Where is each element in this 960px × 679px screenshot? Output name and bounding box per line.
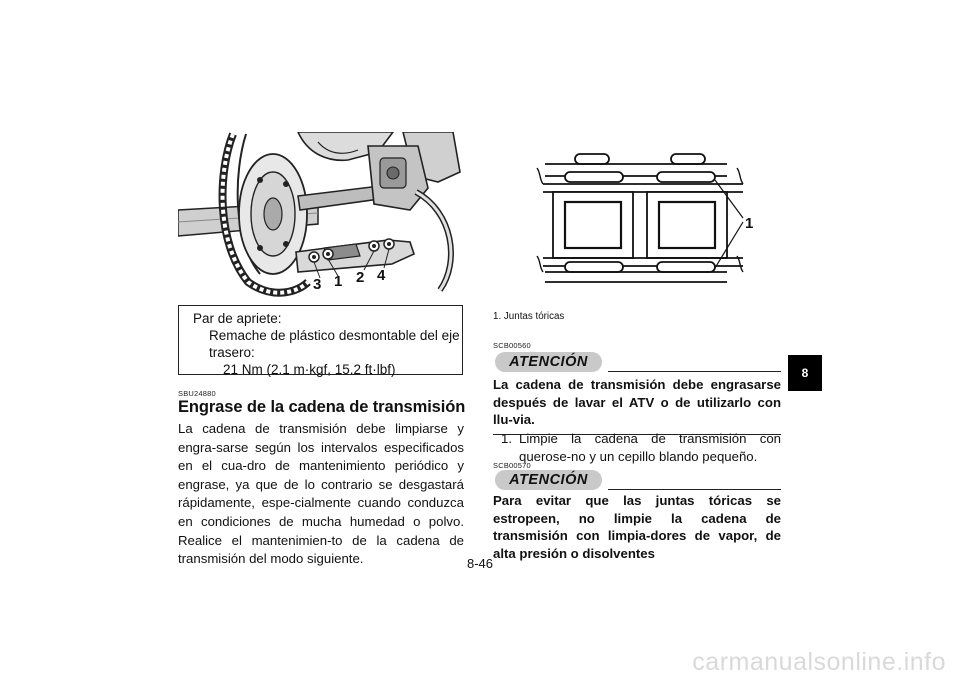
attention-text-1: La cadena de transmisión debe engrasarse después de lavar el ATV o de utilizarlo con llu-via. [493, 376, 781, 435]
section-body: La cadena de transmisión debe limpiarse y engra-sarse según los intervalos especificados en el cua-dro de mantenimiento periódico y engrase, ya que de lo contrario se desgastará rápidamente, espe-cialmente cuando conduzca en condiciones de mucha humedad o polvo. Realice el mantenimien-to de la cadena de transmisión del modo siguiente. [178, 421, 464, 567]
attention-badge: ATENCIÓN [495, 352, 602, 372]
chapter-tab: 8 [788, 355, 822, 391]
attention-header-2 [493, 470, 781, 492]
attention-rule [608, 489, 781, 491]
attention-code-1: SCB00560 [493, 341, 531, 350]
spec-item-cont: trasero: [209, 345, 255, 360]
callout-1: 1 [334, 273, 343, 290]
callout-1-oring: 1 [745, 215, 754, 232]
step-text: Limpie la cadena de transmisión con querose-no y un cepillo blando pequeño. [519, 431, 781, 464]
callout-2: 2 [356, 269, 365, 286]
callout-4: 4 [377, 267, 386, 284]
attention-text-2: Para evitar que las juntas tóricas se estropeen, no limpie la cadena de transmisión con limpia-dores de vapor, de alta presión o disolventes [493, 493, 781, 561]
page-number: 8-46 [466, 556, 494, 571]
section-code: SBU24880 [178, 389, 216, 398]
attention-header-1 [493, 352, 781, 374]
torque-spec-box [178, 305, 463, 375]
section-title: Engrase de la cadena de transmisión [178, 398, 466, 416]
watermark: carmanualsonline.info [692, 648, 946, 676]
spec-value: 21 Nm (2.1 m·kgf, 15.2 ft·lbf) [223, 362, 396, 377]
chain-link-diagram [531, 150, 763, 290]
step-1 [493, 430, 781, 465]
spec-item: Remache de plástico desmontable del eje [209, 328, 460, 343]
attention-badge: ATENCIÓN [495, 470, 602, 490]
attention-code-2: SCB00570 [493, 461, 531, 470]
figure-caption: 1. Juntas tóricas [493, 311, 565, 322]
attention-rule [608, 371, 781, 373]
callout-3: 3 [313, 276, 322, 293]
step-number: 1. [501, 431, 512, 446]
axle-illustration [178, 132, 465, 302]
spec-heading: Par de apriete: [193, 311, 282, 326]
